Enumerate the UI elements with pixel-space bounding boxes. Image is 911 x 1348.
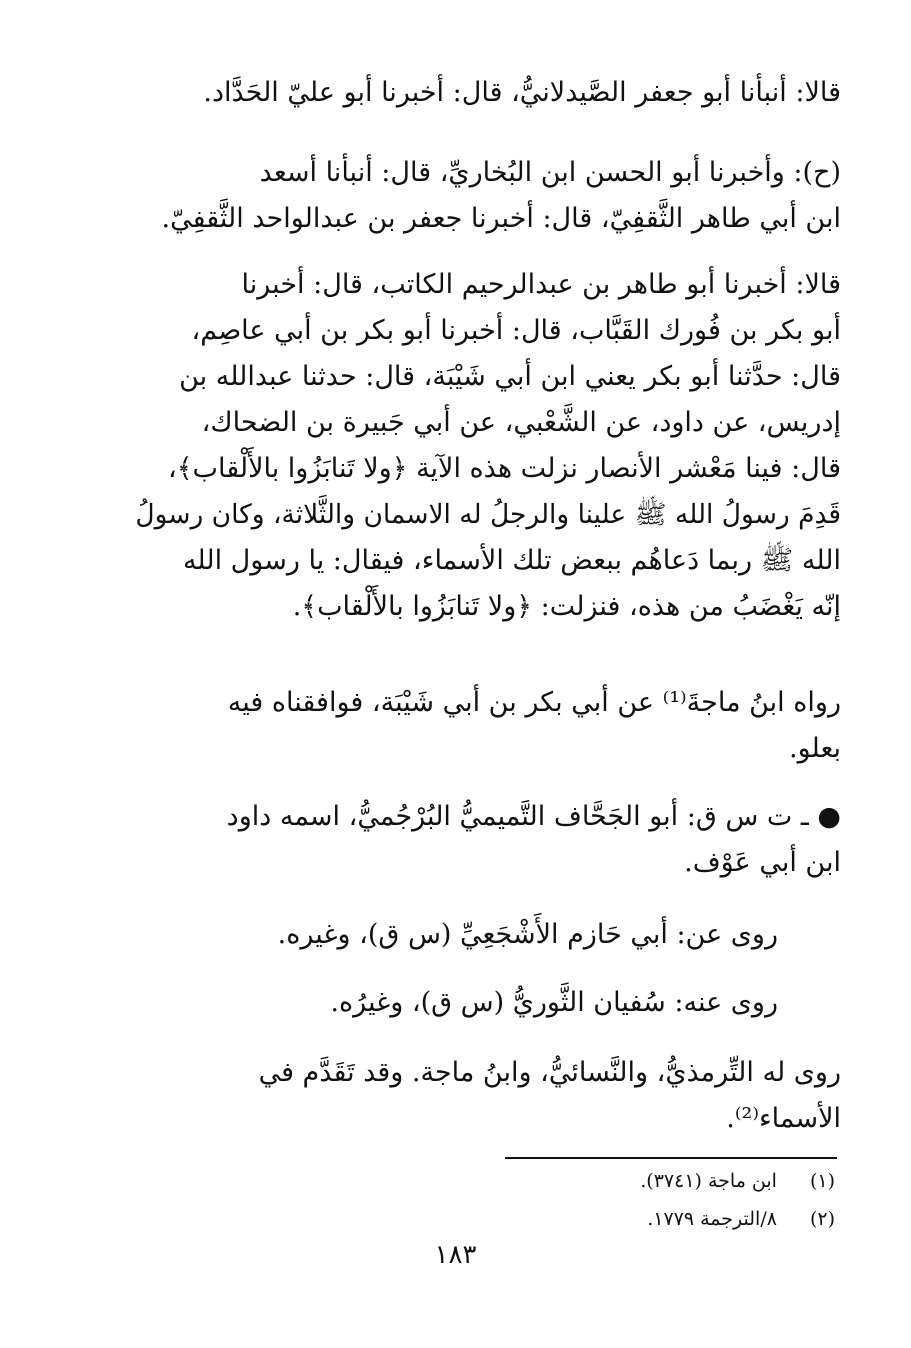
text-line: قال: فينا مَعْشر الأنصار نزلت هذه الآية ﴿ولا تَنابَزُوا بالأَلْقاب﴾، (168, 453, 841, 484)
text-line: روى عن: أبي حَازم الأَشْجَعِيِّ (س ق)، وغيره. (277, 919, 778, 950)
text-line: قالا: أخبرنا أبو طاهر بن عبدالرحيم الكاتب، قال: أخبرنا (241, 269, 841, 300)
text-line: رواه ابنُ ماجةَ⁽¹⁾ عن أبي بكر بن أبي شَيْبَة، فوافقناه فيه (227, 687, 841, 718)
footnote-number: (٢) (809, 1208, 835, 1230)
text-line: إدريس، عن داود، عن الشَّعْبي، عن أبي جَبيرة بن الضحاك، (201, 407, 841, 438)
text-line: الله ﷺ ربما دَعاهُم ببعض تلك الأسماء، فيقال: يا رسول الله (182, 545, 841, 576)
paragraph-isnad-2 (135, 150, 841, 242)
text-line: ابن أبي عَوْف. (684, 847, 841, 878)
text-line: ● ـ ت س ق: أبو الجَحَّاف التَّميميُّ البُرْجُميُّ، اسمه داود (226, 801, 841, 832)
paragraph-rawa-lahu (135, 1050, 841, 1142)
paragraph-rawa-anhu (135, 980, 778, 1026)
text-line: قال: حدَّثنا أبو بكر يعني ابن أبي شَيْبَة، قال: حدثنا عبدالله بن (179, 361, 841, 392)
footnote-text: ابن ماجة (٣٧٤١). (640, 1170, 777, 1192)
paragraph-entry-heading (135, 794, 841, 886)
text-line: (ح): وأخبرنا أبو الحسن ابن البُخاريِّ، قال: أنبأنا أسعد (259, 157, 841, 188)
text-line: إنّه يَغْضَبُ من هذه، فنزلت: ﴿ولا تَنابَزُوا بالأَلْقاب﴾. (292, 591, 841, 622)
text-line: روى له التِّرمذيُّ، والنَّسائيُّ، وابنُ ماجة. وقد تَقَدَّم في (258, 1057, 841, 1088)
text-line: الأسماء⁽²⁾. (726, 1103, 841, 1134)
text-line: أبو بكر بن فُورك القَبَّاب، قال: أخبرنا أبو بكر بن أبي عاصِم، (191, 315, 841, 346)
text-line: قالا: أنبأنا أبو جعفر الصَّيدلانيُّ، قال: أخبرنا أبو عليّ الحَدَّاد. (203, 77, 841, 108)
text-line: بعلو. (788, 733, 841, 764)
footnote-number: (١) (809, 1170, 835, 1192)
text-line: روى عنه: سُفيان الثَّوريُّ (س ق)، وغيرُه. (330, 987, 778, 1018)
footnote-text: ٨/الترجمة ١٧٧٩. (647, 1208, 777, 1230)
paragraph-rawa-an (135, 912, 778, 958)
paragraph-riwaya (135, 680, 841, 772)
footnote-1 (640, 1170, 835, 1192)
paragraph-hadith (135, 262, 841, 630)
text-line: ابن أبي طاهر الثَّقفِيّ، قال: أخبرنا جعفر بن عبدالواحد الثَّقفِيّ. (161, 203, 841, 234)
text-line: قَدِمَ رسولُ الله ﷺ علينا والرجلُ له الاسمان والثَّلاثة، وكان رسولُ (135, 499, 841, 530)
page-number: ١٨٣ (434, 1240, 477, 1270)
paragraph-isnad-1 (135, 70, 841, 116)
footnote-2 (647, 1208, 835, 1230)
footnote-divider (505, 1157, 837, 1159)
